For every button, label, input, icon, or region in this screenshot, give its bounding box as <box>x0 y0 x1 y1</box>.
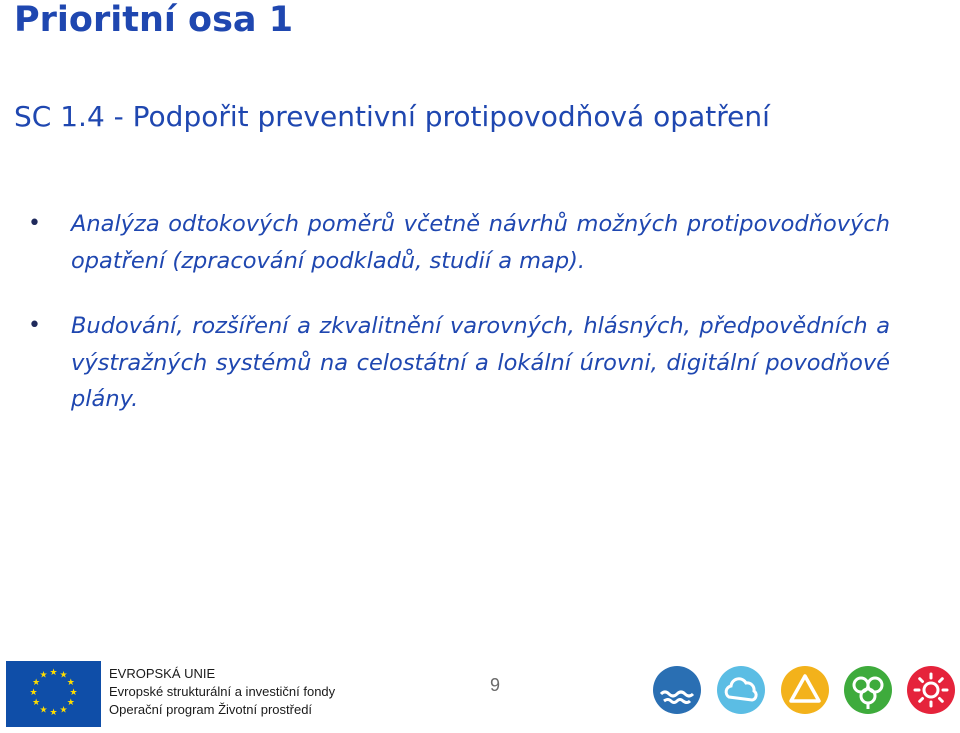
svg-text:★: ★ <box>29 688 38 698</box>
svg-text:★: ★ <box>69 688 78 698</box>
eu-line: Evropské strukturální a investiční fondy <box>109 684 336 699</box>
bullet-list <box>28 206 890 447</box>
svg-text:★: ★ <box>32 698 41 708</box>
cloud-icon <box>716 665 766 715</box>
water-icon <box>652 665 702 715</box>
svg-text:★: ★ <box>66 678 75 688</box>
bullet-item <box>28 308 890 418</box>
eu-funding-text <box>109 665 335 719</box>
svg-text:★: ★ <box>49 668 58 678</box>
page-number: 9 <box>489 675 500 695</box>
slide-title: Prioritní osa 1 <box>14 0 294 40</box>
eu-line: EVROPSKÁ UNIE <box>109 666 216 681</box>
nature-icon <box>843 665 893 715</box>
svg-text:★: ★ <box>39 670 48 681</box>
sun-icon <box>906 665 956 715</box>
footer <box>0 655 960 733</box>
svg-text:★: ★ <box>32 678 41 688</box>
svg-text:★: ★ <box>49 708 58 718</box>
bullet-text: Analýza odtokových poměrů včetně návrhů možných protipovodňových opatření (zpracování podkladů, studií a map). <box>71 211 890 274</box>
eu-line: Operační program Životní prostředí <box>109 702 313 717</box>
eu-flag-icon <box>6 661 101 727</box>
svg-text:★: ★ <box>59 670 68 681</box>
bullet-text: Budování, rozšíření a zkvalitnění varovných, hlásných, předpovědních a výstražných systémů na celostátní a lokální úrovni, digitální povodňové plány. <box>71 313 890 412</box>
slide-subtitle: SC 1.4 - Podpořit preventivní protipovodňová opatření <box>14 100 770 133</box>
warning-icon <box>780 665 830 715</box>
bullet-item <box>28 206 890 279</box>
bullet-marker: • <box>28 211 41 236</box>
svg-text:★: ★ <box>39 705 48 716</box>
svg-text:★: ★ <box>59 705 68 716</box>
svg-text:★: ★ <box>66 698 75 708</box>
bullet-marker: • <box>28 313 41 338</box>
